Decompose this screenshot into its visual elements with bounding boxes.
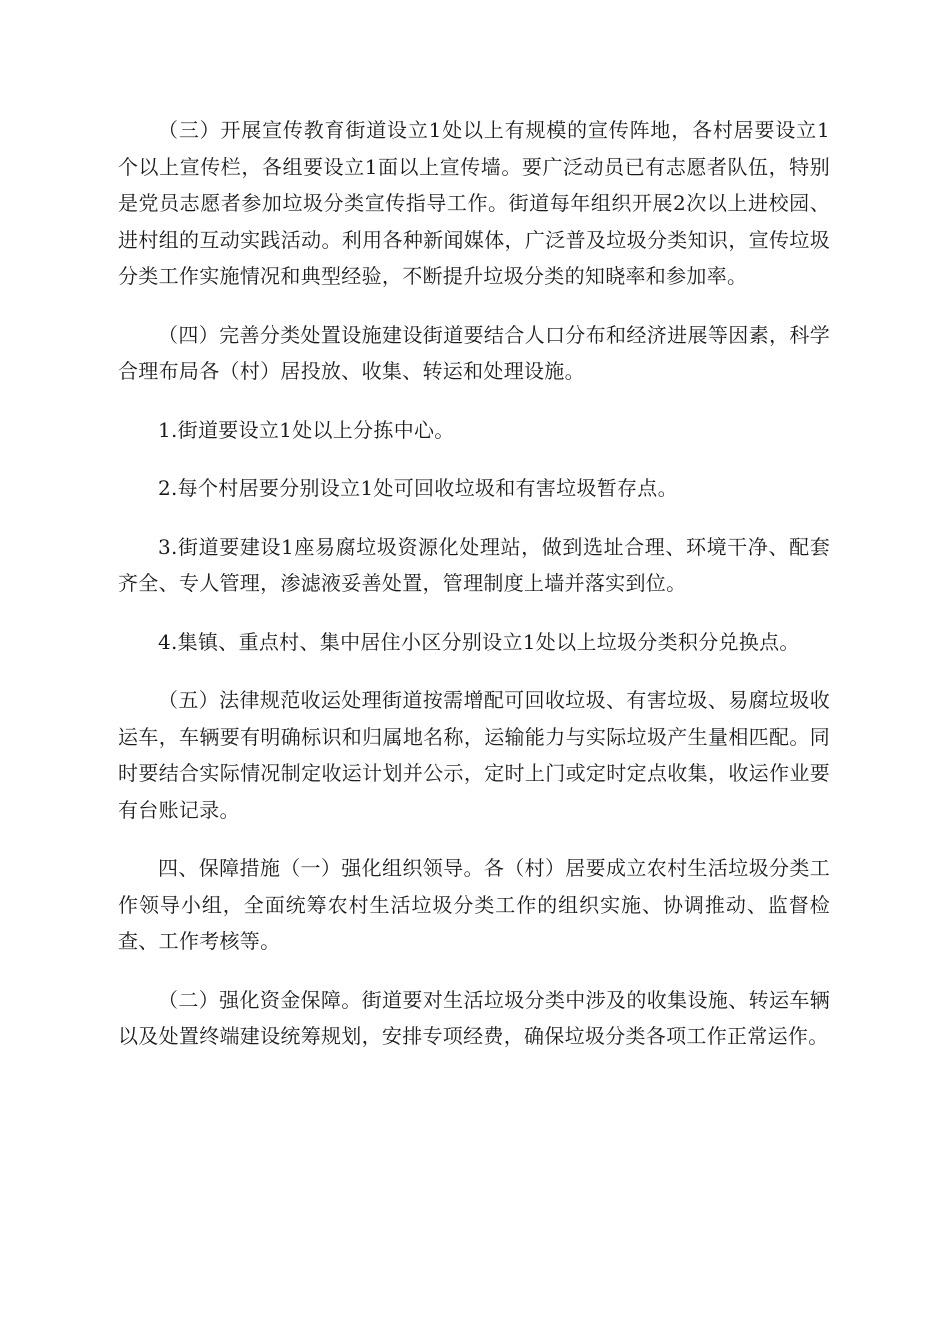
paragraph-facility-construction: （四）完善分类处置设施建设街道要结合人口分布和经济进展等因素，科学合理布局各（村）居投放、收集、转运和处理设施。 [118, 322, 830, 383]
paragraph-funding-guarantee: （二）强化资金保障。街道要对生活垃圾分类中涉及的收集设施、转运车辆以及处置终端建设统筹规划，安排专项经费，确保垃圾分类各项工作正常运作。 [118, 987, 830, 1048]
list-item-sorting-center: 1.街道要设立1处以上分拣中心。 [158, 417, 455, 442]
list-item-storage-point: 2.每个村居要分别设立1处可回收垃圾和有害垃圾暂存点。 [158, 476, 678, 500]
paragraph-organization-leadership: 四、保障措施（一）强化组织领导。各（村）居要成立农村生活垃圾分类工作领导小组，全面统筹农村生活垃圾分类工作的组织实施、协调推动、监督检查、工作考核等。 [118, 856, 830, 953]
paragraph-publicity-education: （三）开展宣传教育街道设立1处以上有规模的宣传阵地，各村居要设立1个以上宣传栏，各组要设立1面以上宣传墙。要广泛动员已有志愿者队伍，特别是党员志愿者参加垃圾分类宣传指导工作。街道每年组织开展2次以上进校园、进村组的互动实践活动。利用各种新闻媒体，广泛普及垃圾分类知识，宣传垃圾分类工作实施情况和典型经验，不断提升垃圾分类的知晓率和参加率。 [118, 118, 830, 288]
document-body [118, 112, 830, 1077]
list-item-processing-station: 3.街道要建设1座易腐垃圾资源化处理站，做到选址合理、环境干净、配套齐全、专人管理，渗滤液妥善处置，管理制度上墙并落实到位。 [118, 534, 830, 595]
paragraph-collection-transport: （五）法律规范收运处理街道按需增配可回收垃圾、有害垃圾、易腐垃圾收运车，车辆要有明确标识和归属地名称，运输能力与实际垃圾产生量相匹配。同时要结合实际情况制定收运计划并公示，定时上门或定时定点收集，收运作业要有台账记录。 [118, 688, 830, 822]
list-item-points-exchange: 4.集镇、重点村、集中居住小区分别设立1处以上垃圾分类积分兑换点。 [158, 629, 800, 654]
